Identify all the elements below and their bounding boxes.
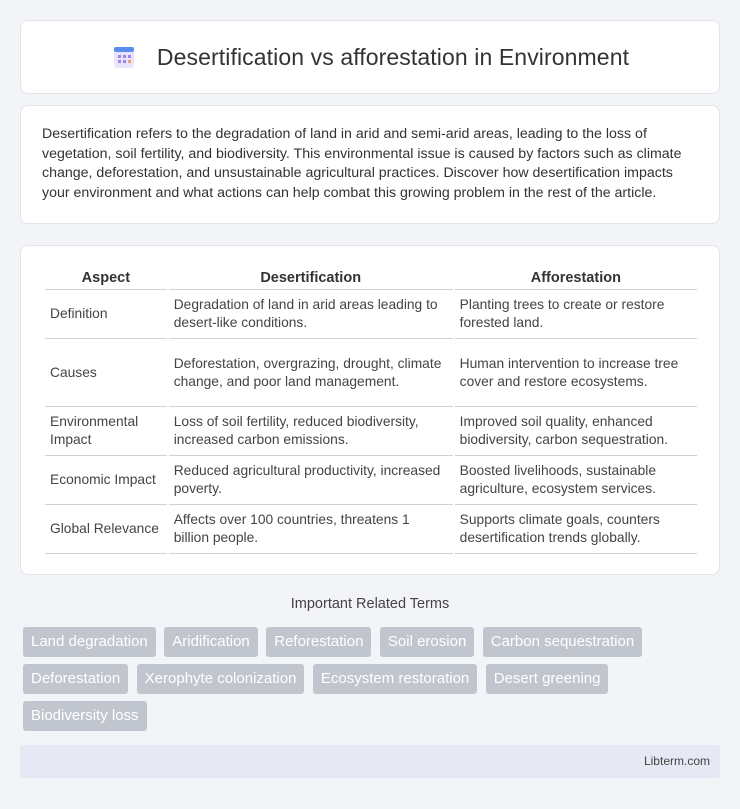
term-tag-desert-greening[interactable]: Desert greening — [486, 664, 609, 694]
term-tag-soil-erosion[interactable]: Soil erosion — [380, 627, 474, 657]
table-cell-aspect: Economic Impact — [45, 456, 167, 505]
table-row — [45, 505, 697, 554]
table-header-row — [45, 268, 697, 290]
table-row — [45, 290, 697, 339]
term-tag-deforestation[interactable]: Deforestation — [23, 664, 128, 694]
column-header-afforestation: Afforestation — [455, 268, 697, 290]
table-cell-desertification: Reduced agricultural productivity, increased poverty. — [169, 456, 453, 505]
term-tag-ecosystem-restoration[interactable]: Ecosystem restoration — [313, 664, 477, 694]
table-cell-aspect: Definition — [45, 290, 167, 339]
comparison-table-card — [20, 245, 720, 575]
page-title: Desertification vs afforestation in Environment — [156, 43, 630, 70]
column-header-desertification: Desertification — [169, 268, 453, 290]
table-row — [45, 456, 697, 505]
table-cell-afforestation: Human intervention to increase tree cover and restore ecosystems. — [455, 339, 697, 407]
table-cell-desertification: Degradation of land in arid areas leading to desert-like conditions. — [169, 290, 453, 339]
term-tag-biodiversity-loss[interactable]: Biodiversity loss — [23, 701, 147, 731]
table-cell-desertification: Affects over 100 countries, threatens 1 billion people. — [169, 505, 453, 554]
term-tag-carbon-sequestration[interactable]: Carbon sequestration — [483, 627, 642, 657]
term-tag-aridification[interactable]: Aridification — [164, 627, 258, 657]
intro-text: Desertification refers to the degradation of land in arid and semi-arid areas, leading to the loss of vegetation, soil fertility, and biodiversity. This environmental issue is caused by factors such as climate change, deforestation, and unsustainable agricultural practices. Discover how desertification impacts your environment and what actions can help combat this growing problem in the rest of the article. — [42, 126, 682, 201]
table-cell-aspect: Environmental Impact — [45, 407, 167, 456]
term-tag-reforestation[interactable]: Reforestation — [266, 627, 371, 657]
comparison-table — [43, 268, 699, 554]
intro-card — [20, 105, 720, 224]
document-icon — [111, 44, 137, 70]
footer-site-link[interactable]: Libterm.com — [643, 754, 710, 768]
footer — [20, 745, 720, 778]
term-tag-xerophyte-colonization[interactable]: Xerophyte colonization — [137, 664, 305, 694]
header-card — [20, 20, 720, 94]
related-terms-list — [23, 627, 723, 738]
term-tag-land-degradation[interactable]: Land degradation — [23, 627, 156, 657]
table-cell-afforestation: Improved soil quality, enhanced biodiversity, carbon sequestration. — [455, 407, 697, 456]
column-header-aspect: Aspect — [45, 268, 167, 290]
table-cell-afforestation: Supports climate goals, counters desertification trends globally. — [455, 505, 697, 554]
table-cell-afforestation: Boosted livelihoods, sustainable agriculture, ecosystem services. — [455, 456, 697, 505]
table-cell-desertification: Loss of soil fertility, reduced biodiversity, increased carbon emissions. — [169, 407, 453, 456]
table-cell-aspect: Causes — [45, 339, 167, 407]
table-row — [45, 339, 697, 407]
related-terms-title: Important Related Terms — [290, 596, 450, 612]
table-cell-desertification: Deforestation, overgrazing, drought, climate change, and poor land management. — [169, 339, 453, 407]
table-row — [45, 407, 697, 456]
table-cell-afforestation: Planting trees to create or restore forested land. — [455, 290, 697, 339]
table-cell-aspect: Global Relevance — [45, 505, 167, 554]
